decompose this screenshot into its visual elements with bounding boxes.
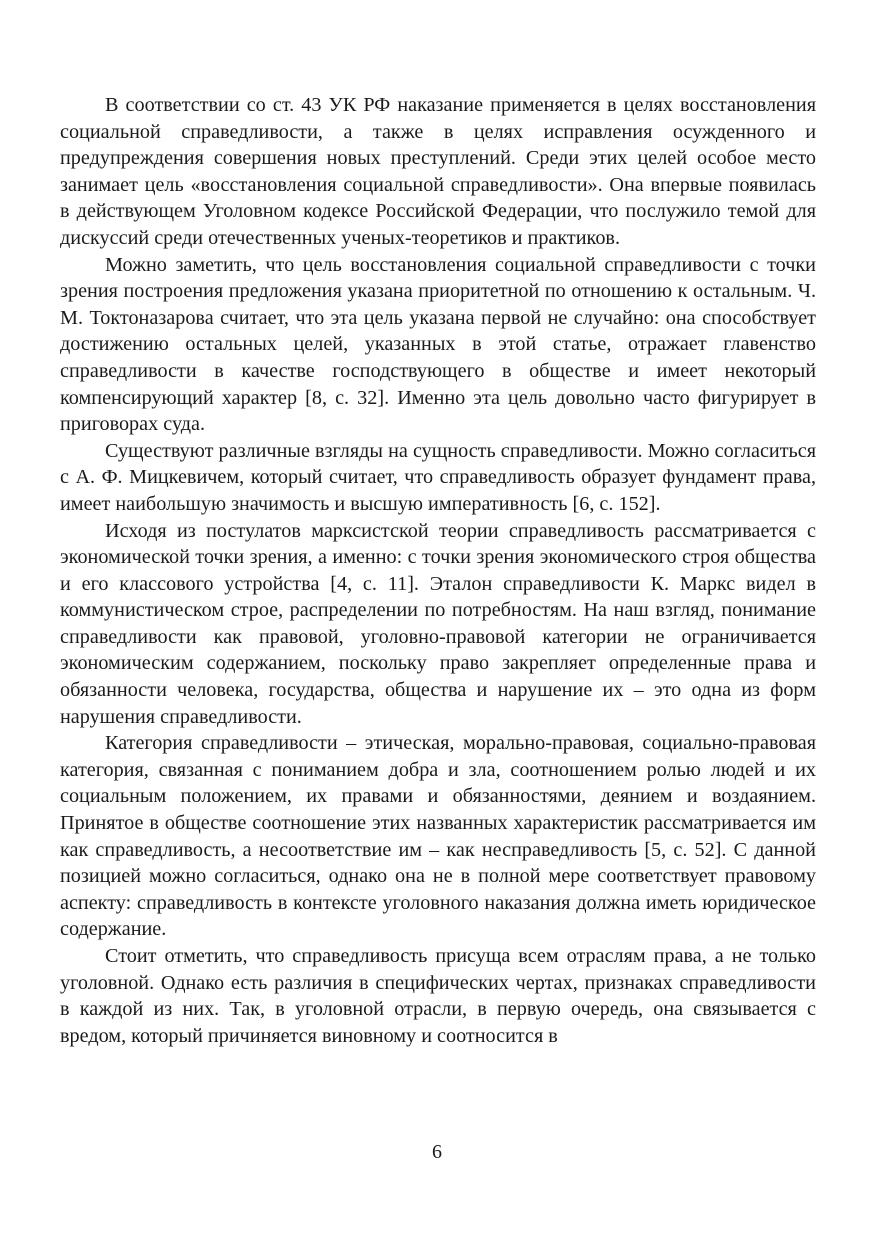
paragraph-priority-goal: Можно заметить, что цель восстановления социальной справедливости с точки зрения построения предложения указана приоритетной по отношению к остальным. Ч. М. Токтоназарова считает, что эта цель указана первой не случайно: она способствует достижению остальных целей, указанных в этой статье, отражает главенство справедливости в качестве господствующего в обществе и имеет некоторый компенсирующий характер [8, с. 32]. Именно эта цель довольно часто фигурирует в приговорах суда. [60,253,816,436]
paragraph-justice-category: Категория справедливости – этическая, морально-правовая, социально-правовая категория, связанная с пониманием добра и зла, соотношением ролью людей и их социальным положением, их правами и обязанностями, деянием и воздаянием. Принятое в обществе соотношение этих названных характеристик рассматривается им как справедливость, а несоответствие им – как несправедливость [5, с. 52]. С данной позицией можно согласиться, однако она не в полной мере соответствует правовому аспекту: справедливость в контексте уголовного наказания должна иметь юридическое содержание. [60,732,816,941]
paragraph-views-on-justice: Существуют различные взгляды на сущность справедливости. Можно согласиться с А. Ф. Мицкевичем, который считает, что справедливость образует фундамент права, имеет наибольшую значимость и высшую императивность [6, с. 152]. [60,439,816,515]
document-page [60,92,816,1049]
page-number: 6 [432,1141,442,1163]
paragraph-article-43: В соответствии со ст. 43 УК РФ наказание применяется в целях восстановления социальной справедливости, а также в целях исправления осужденного и предупреждения совершения новых преступлений. Среди этих целей особое место занимает цель «восстановления социальной справедливости». Она впервые появилась в действующем Уголовном кодексе Российской Федерации, что послужило темой для дискуссий среди отечественных ученых-теоретиков и практиков. [60,94,816,249]
paragraph-marxist-theory: Исходя из постулатов марксистской теории справедливость рассматривается с экономической точки зрения, а именно: с точки зрения экономического строя общества и его классового устройства [4, с. 11]. Эталон справедливости К. Маркс видел в коммунистическом строе, распределении по потребностям. На наш взгляд, понимание справедливости как правовой, уголовно-правовой категории не ограничивается экономическим содержанием, поскольку право закрепляет определенные права и обязанности человека, государства, общества и нарушение их – это одна из форм нарушения справедливости. [60,519,816,728]
paragraph-justice-in-law-branches: Стоит отметить, что справедливость присуща всем отраслям права, а не только уголовной. Однако есть различия в специфических чертах, признаках справедливости в каждой из них. Так, в уголовной отрасли, в первую очередь, она связывается с вредом, который причиняется виновному и соотносится в [60,945,816,1047]
